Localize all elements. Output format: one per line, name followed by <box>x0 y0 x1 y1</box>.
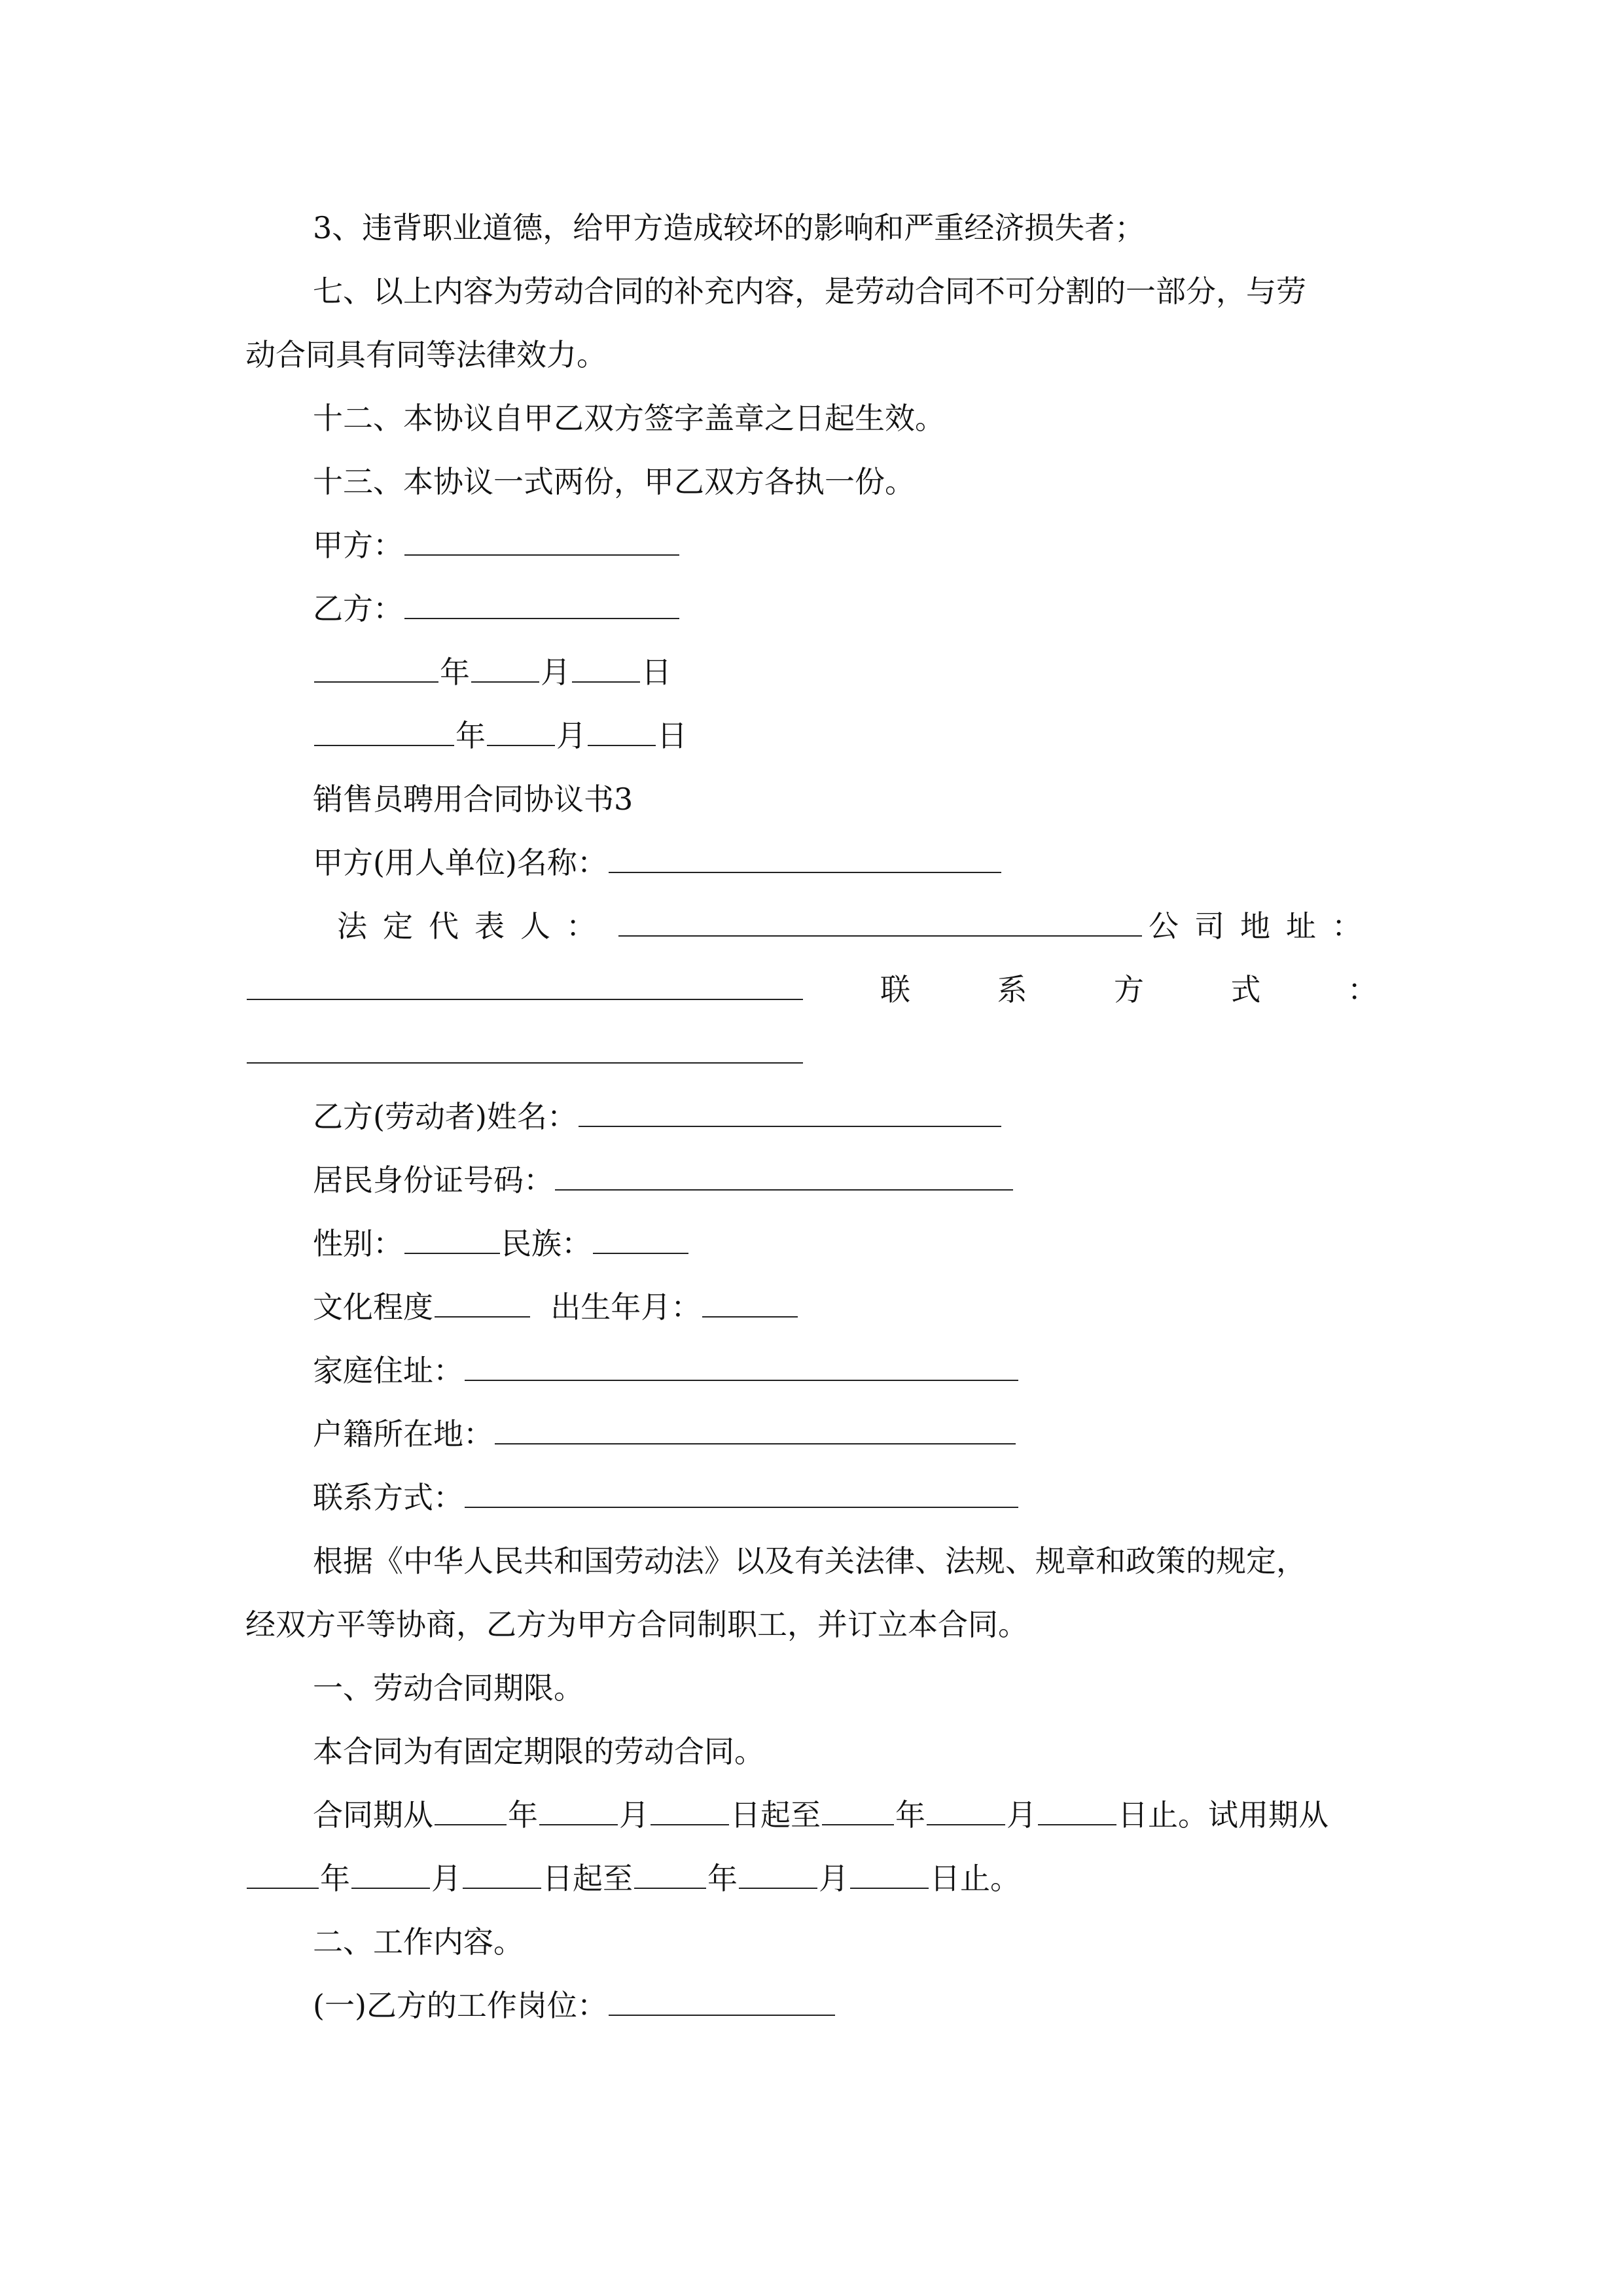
trial-end-month-label: 月 <box>819 1861 849 1896</box>
trial-start-day-blank[interactable] <box>463 1857 541 1889</box>
trial-end-year-label: 年 <box>707 1861 738 1896</box>
employer-name-label: 甲方(用人单位)名称： <box>313 845 607 880</box>
clause-3-text: 3、违背职业道德，给甲方造成较坏的影响和严重经济损失者； <box>313 210 1145 245</box>
legal-rep-line <box>245 895 1378 958</box>
hukou-blank[interactable] <box>495 1413 1016 1444</box>
worker-name-line <box>245 1085 1378 1149</box>
id-number-line <box>245 1149 1378 1212</box>
date-line-2 <box>245 704 1378 768</box>
gender-ethnicity-line <box>245 1212 1378 1276</box>
trial-end-day-blank[interactable] <box>850 1857 929 1889</box>
date2-month-blank[interactable] <box>487 715 555 746</box>
company-addr-contact-line <box>245 958 1378 1022</box>
party-a-blank[interactable] <box>404 524 679 556</box>
contact-char-3: 方 <box>1114 972 1144 1007</box>
term-end-trial: 日止。试用期从 <box>1118 1797 1329 1833</box>
date1-day-label: 日 <box>641 655 671 690</box>
ethnicity-label: 民族： <box>501 1226 592 1261</box>
trial-from-to: 日起至 <box>543 1861 633 1896</box>
company-addr-contact-row <box>245 958 1378 1022</box>
home-addr-label: 家庭住址： <box>313 1353 463 1388</box>
term-start-day-blank[interactable] <box>651 1794 729 1825</box>
term-end-year-blank[interactable] <box>822 1794 894 1825</box>
clause-13-text: 十三、本协议一式两份，甲乙双方各执一份。 <box>313 464 915 499</box>
gender-label: 性别： <box>313 1226 403 1261</box>
clause-13 <box>245 450 1378 514</box>
basis-line-2 <box>245 1593 1378 1657</box>
worker-name-label: 乙方(劳动者)姓名： <box>313 1099 577 1134</box>
trial-start-year-label: 年 <box>320 1861 350 1896</box>
clause-7-line-2 <box>245 323 1378 387</box>
date1-year-label: 年 <box>440 655 470 690</box>
employer-name-line <box>245 831 1378 895</box>
home-addr-blank[interactable] <box>465 1350 1018 1381</box>
contact-char-2: 系 <box>997 972 1027 1007</box>
birth-blank[interactable] <box>702 1286 798 1318</box>
party-b-blank[interactable] <box>404 588 679 619</box>
term-line-2 <box>245 1847 1378 1910</box>
term-end-day-blank[interactable] <box>1038 1794 1116 1825</box>
trial-end-month-blank[interactable] <box>739 1857 817 1889</box>
document-body <box>245 196 1378 2037</box>
basis-line-1 <box>245 1530 1378 1593</box>
section-1-title <box>245 1657 1378 1720</box>
position-line <box>245 1974 1378 2037</box>
date1-day-blank[interactable] <box>572 651 640 683</box>
signature-party-a <box>245 514 1378 577</box>
employer-name-blank[interactable] <box>609 842 1001 873</box>
contact-label: 联系方式： <box>313 1480 463 1515</box>
party-b-label: 乙方： <box>313 591 403 626</box>
date1-month-label: 月 <box>541 655 571 690</box>
education-blank[interactable] <box>435 1286 530 1318</box>
trial-start-month-label: 月 <box>431 1861 461 1896</box>
clause-7-line-1 <box>245 260 1378 323</box>
date2-year-label: 年 <box>455 718 486 753</box>
education-birth-line <box>245 1276 1378 1339</box>
home-addr-line <box>245 1339 1378 1403</box>
section-title-3-text: 销售员聘用合同协议书3 <box>313 781 633 817</box>
company-addr-blank[interactable] <box>247 969 803 1000</box>
section-title-3 <box>245 768 1378 831</box>
term-end-month-label: 月 <box>1007 1797 1037 1833</box>
trial-end: 日止。 <box>930 1861 1020 1896</box>
hukou-label: 户籍所在地： <box>313 1416 493 1452</box>
hukou-line <box>245 1403 1378 1466</box>
date1-year-blank[interactable] <box>314 651 438 683</box>
term-start-year-blank[interactable] <box>435 1794 507 1825</box>
ethnicity-blank[interactable] <box>593 1223 688 1254</box>
clause-12-text: 十二、本协议自甲乙双方签字盖章之日起生效。 <box>313 401 945 436</box>
clause-3 <box>245 196 1378 260</box>
contact-char-4: 式 <box>1230 972 1261 1007</box>
position-blank[interactable] <box>609 1984 835 2016</box>
contact-method-blank[interactable] <box>247 1032 803 1064</box>
contact-blank[interactable] <box>465 1477 1018 1508</box>
term-start-month-blank[interactable] <box>539 1794 618 1825</box>
company-addr-label: 公司地址： <box>1149 908 1378 944</box>
trial-start-year-blank[interactable] <box>247 1857 319 1889</box>
section-1-title-text: 一、劳动合同期限。 <box>313 1670 584 1706</box>
position-label: (一)乙方的工作岗位： <box>313 1988 607 2023</box>
term-line-1 <box>245 1784 1378 1847</box>
contact-char-1: 联 <box>880 972 910 1007</box>
date2-day-label: 日 <box>657 718 687 753</box>
signature-party-b <box>245 577 1378 641</box>
legal-rep-blank[interactable] <box>618 905 1142 937</box>
birth-label: 出生年月： <box>550 1289 702 1325</box>
clause-12 <box>245 387 1378 450</box>
education-label: 文化程度 <box>313 1289 433 1325</box>
section-2-title <box>245 1910 1378 1974</box>
section-2-title-text: 二、工作内容。 <box>313 1924 524 1960</box>
contact-method-blank-line <box>245 1022 1378 1085</box>
date-line-1 <box>245 641 1378 704</box>
date2-month-label: 月 <box>556 718 586 753</box>
term-from-to: 日起至 <box>730 1797 821 1833</box>
term-start-month-label: 月 <box>619 1797 649 1833</box>
party-a-label: 甲方： <box>313 528 403 563</box>
date2-year-blank[interactable] <box>314 715 454 746</box>
trial-end-year-blank[interactable] <box>634 1857 706 1889</box>
date1-month-blank[interactable] <box>471 651 539 683</box>
id-number-label: 居民身份证号码： <box>313 1162 554 1198</box>
clause-7-text-2: 动合同具有同等法律效力。 <box>245 337 607 372</box>
clause-7-text-1: 七、以上内容为劳动合同的补充内容，是劳动合同不可分割的一部分，与劳 <box>313 274 1306 309</box>
legal-rep-row <box>337 895 1378 958</box>
basis-text-1: 根据《中华人民共和国劳动法》以及有关法律、法规、规章和政策的规定， <box>313 1543 1306 1579</box>
legal-rep-label: 法定代表人： <box>337 908 612 944</box>
term-end-year-label: 年 <box>895 1797 925 1833</box>
trial-start-month-blank[interactable] <box>351 1857 430 1889</box>
contact-method-label <box>880 958 1378 1022</box>
date2-day-blank[interactable] <box>588 715 656 746</box>
contact-line <box>245 1466 1378 1530</box>
section-1-body <box>245 1720 1378 1784</box>
id-number-blank[interactable] <box>555 1159 1013 1191</box>
section-1-body-text: 本合同为有固定期限的劳动合同。 <box>313 1734 764 1769</box>
term-start-year-label: 年 <box>508 1797 538 1833</box>
worker-name-blank[interactable] <box>579 1096 1001 1127</box>
term-prefix: 合同期从 <box>313 1797 433 1833</box>
gender-blank[interactable] <box>404 1223 500 1254</box>
contact-char-5: ： <box>1347 972 1378 1007</box>
basis-text-2: 经双方平等协商，乙方为甲方合同制职工，并订立本合同。 <box>245 1607 1028 1642</box>
term-end-month-blank[interactable] <box>927 1794 1005 1825</box>
